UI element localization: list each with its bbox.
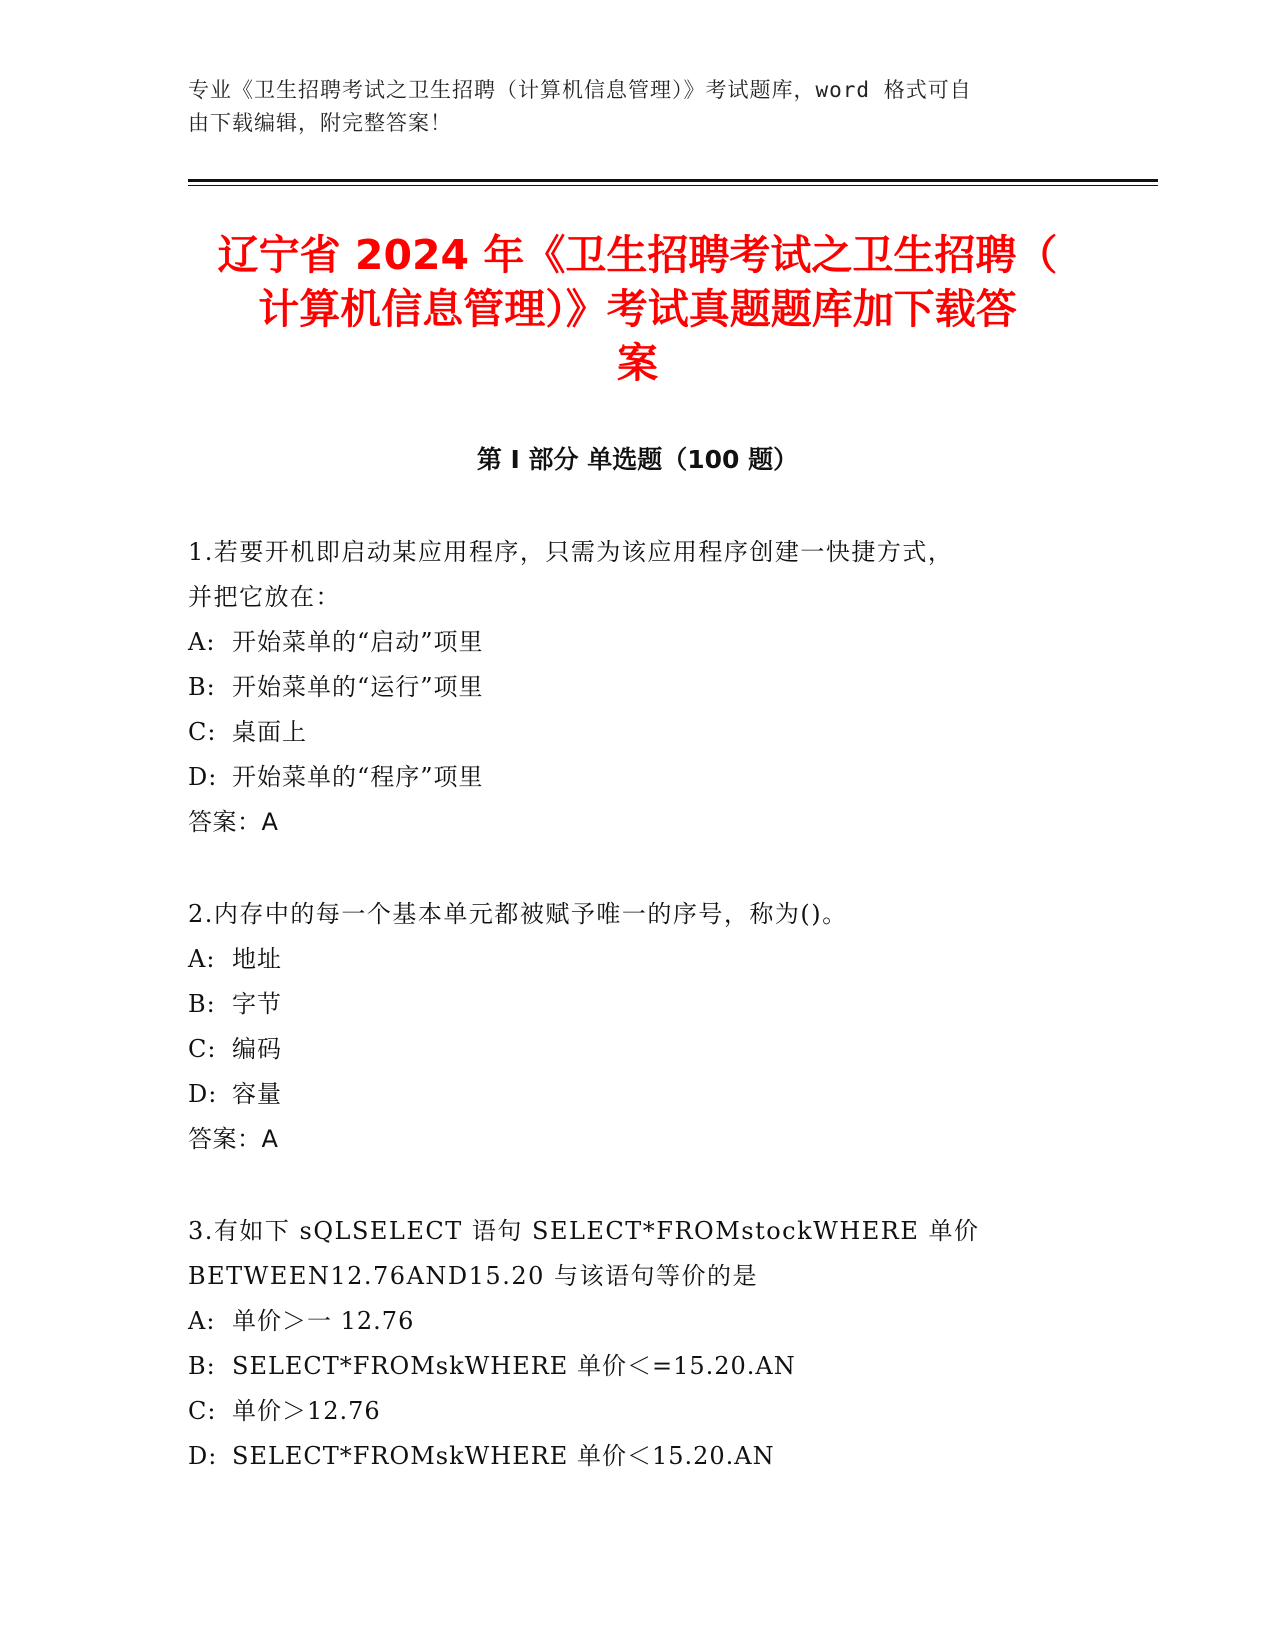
header-note-line-1: 专业《卫生招聘考试之卫生招聘（计算机信息管理）》考试题库，word 格式可自 (188, 78, 972, 102)
option-c (188, 1027, 1108, 1072)
option-text: 单价＞一 12.76 (232, 1307, 415, 1335)
option-letter: C: (188, 1397, 217, 1425)
option-text: SELECT*FROMskWHERE 单价＜=15.20.AN (232, 1352, 796, 1380)
header-note (188, 74, 1088, 140)
answer: 答案：A (188, 1125, 279, 1153)
option-a (188, 1299, 1108, 1344)
option-text: 容量 (232, 1080, 282, 1108)
header-divider-thin (188, 185, 1158, 186)
header-divider-thick (188, 179, 1158, 182)
option-b (188, 665, 1108, 710)
option-letter: B: (188, 1352, 216, 1380)
question-1 (188, 530, 1108, 845)
option-text: 开始菜单的“运行”项里 (232, 673, 484, 701)
option-letter: D: (188, 1080, 218, 1108)
option-letter: C: (188, 718, 217, 746)
option-letter: A: (188, 1307, 216, 1335)
option-c (188, 710, 1108, 755)
option-letter: B: (188, 673, 216, 701)
question-3 (188, 1209, 1108, 1479)
option-letter: B: (188, 990, 216, 1018)
option-letter: A: (188, 628, 216, 656)
option-letter: C: (188, 1035, 217, 1063)
title-line-2: 计算机信息管理）》考试真题题库加下载答 (258, 285, 1017, 333)
option-d (188, 1434, 1108, 1479)
option-text: 编码 (232, 1035, 282, 1063)
question-list (188, 530, 1108, 1526)
option-text: 桌面上 (232, 718, 307, 746)
section-title: 第 I 部分 单选题（100 题） (476, 445, 799, 474)
option-text: SELECT*FROMskWHERE 单价＜15.20.AN (232, 1442, 775, 1470)
answer: 答案：A (188, 808, 279, 836)
title-line-3: 案 (617, 339, 658, 387)
option-text: 字节 (232, 990, 282, 1018)
option-d (188, 755, 1108, 800)
header-note-line-2: 由下载编辑，附完整答案！ (188, 111, 452, 135)
option-a (188, 937, 1108, 982)
question-stem: 1.若要开机即启动某应用程序，只需为该应用程序创建一快捷方式， (188, 538, 954, 566)
question-stem: 3.有如下 sQLSELECT 语句 SELECT*FROMstockWHERE 单价 (188, 1217, 980, 1245)
option-letter: D: (188, 763, 218, 791)
option-text: 开始菜单的“启动”项里 (232, 628, 484, 656)
option-a (188, 620, 1108, 665)
option-b (188, 1344, 1108, 1389)
option-d (188, 1072, 1108, 1117)
option-text: 开始菜单的“程序”项里 (232, 763, 484, 791)
option-b (188, 982, 1108, 1027)
title-line-1: 辽宁省 2024 年《卫生招聘考试之卫生招聘（ (217, 231, 1058, 279)
question-stem: 2.内存中的每一个基本单元都被赋予唯一的序号，称为()。 (188, 900, 848, 928)
option-text: 单价＞12.76 (232, 1397, 381, 1425)
option-c (188, 1389, 1108, 1434)
question-stem-continued: 并把它放在： (188, 583, 341, 611)
document-title (175, 228, 1100, 390)
option-letter: D: (188, 1442, 218, 1470)
option-letter: A: (188, 945, 216, 973)
option-text: 地址 (232, 945, 282, 973)
question-stem-continued: BETWEEN12.76AND15.20 与该语句等价的是 (188, 1262, 758, 1290)
question-2 (188, 892, 1108, 1162)
